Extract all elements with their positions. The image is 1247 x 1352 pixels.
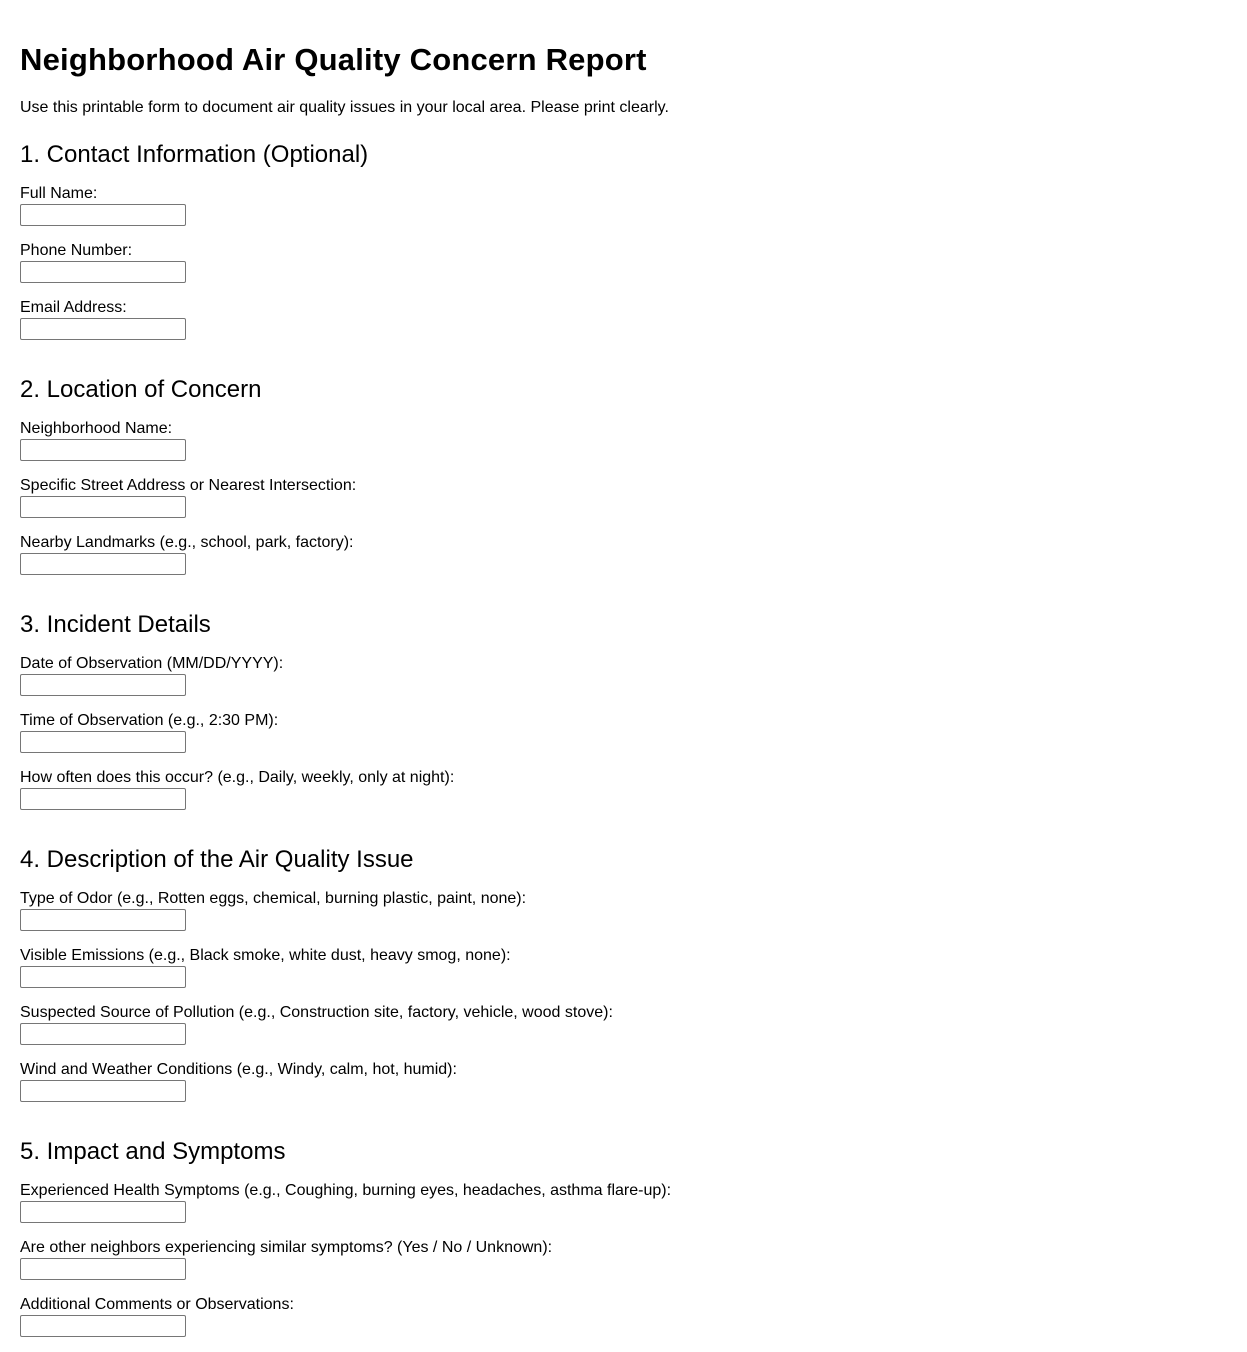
phone-number-label: Phone Number: xyxy=(20,242,133,259)
section-heading: 2. Location of Concern xyxy=(20,376,262,403)
full-name-input[interactable] xyxy=(20,204,186,226)
field-neighbors-symptoms xyxy=(20,1238,1227,1295)
field-odor-type xyxy=(20,889,1227,946)
street-address-input[interactable] xyxy=(20,496,186,518)
field-weather-conditions xyxy=(20,1060,1227,1117)
weather-conditions-label: Wind and Weather Conditions (e.g., Windy, calm, hot, humid): xyxy=(20,1061,457,1078)
visible-emissions-label: Visible Emissions (e.g., Black smoke, white dust, heavy smog, none): xyxy=(20,947,511,964)
frequency-input[interactable] xyxy=(20,788,186,810)
neighbors-symptoms-label: Are other neighbors experiencing similar symptoms? (Yes / No / Unknown): xyxy=(20,1239,553,1256)
street-address-label: Specific Street Address or Nearest Intersection: xyxy=(20,477,357,494)
field-time-of-observation xyxy=(20,711,1227,768)
field-nearby-landmarks xyxy=(20,533,1227,590)
section-heading: 3. Incident Details xyxy=(20,611,211,638)
email-address-input[interactable] xyxy=(20,318,186,340)
field-full-name xyxy=(20,184,1227,241)
odor-type-input[interactable] xyxy=(20,909,186,931)
field-suspected-source xyxy=(20,1003,1227,1060)
section-impact-and-symptoms xyxy=(20,1117,1227,1352)
field-date-of-observation xyxy=(20,654,1227,711)
field-health-symptoms xyxy=(20,1181,1227,1238)
field-visible-emissions xyxy=(20,946,1227,1003)
time-of-observation-label: Time of Observation (e.g., 2:30 PM): xyxy=(20,712,279,729)
section-location-of-concern xyxy=(20,355,1227,590)
date-of-observation-label: Date of Observation (MM/DD/YYYY): xyxy=(20,655,284,672)
neighborhood-name-input[interactable] xyxy=(20,439,186,461)
section-incident-details xyxy=(20,590,1227,825)
date-of-observation-input[interactable] xyxy=(20,674,186,696)
report-form xyxy=(20,0,1227,1352)
section-contact-information xyxy=(20,118,1227,355)
additional-comments-label: Additional Comments or Observations: xyxy=(20,1296,294,1313)
suspected-source-label: Suspected Source of Pollution (e.g., Construction site, factory, vehicle, wood stove): xyxy=(20,1004,613,1021)
email-address-label: Email Address: xyxy=(20,299,127,316)
suspected-source-input[interactable] xyxy=(20,1023,186,1045)
field-street-address xyxy=(20,476,1227,533)
time-of-observation-input[interactable] xyxy=(20,731,186,753)
weather-conditions-input[interactable] xyxy=(20,1080,186,1102)
phone-number-input[interactable] xyxy=(20,261,186,283)
intro-text: Use this printable form to document air quality issues in your local area. Please print clearly. xyxy=(20,99,669,116)
field-additional-comments xyxy=(20,1295,1227,1352)
field-neighborhood-name xyxy=(20,419,1227,476)
section-heading: 5. Impact and Symptoms xyxy=(20,1138,286,1165)
neighbors-symptoms-input[interactable] xyxy=(20,1258,186,1280)
visible-emissions-input[interactable] xyxy=(20,966,186,988)
section-heading: 1. Contact Information (Optional) xyxy=(20,141,369,168)
nearby-landmarks-input[interactable] xyxy=(20,553,186,575)
health-symptoms-label: Experienced Health Symptoms (e.g., Coughing, burning eyes, headaches, asthma flare-up): xyxy=(20,1182,672,1199)
section-issue-description xyxy=(20,825,1227,1117)
field-frequency xyxy=(20,768,1227,825)
nearby-landmarks-label: Nearby Landmarks (e.g., school, park, factory): xyxy=(20,534,354,551)
page-title: Neighborhood Air Quality Concern Report xyxy=(20,42,647,77)
field-phone-number xyxy=(20,241,1227,298)
additional-comments-input[interactable] xyxy=(20,1315,186,1337)
section-heading: 4. Description of the Air Quality Issue xyxy=(20,846,414,873)
field-email-address xyxy=(20,298,1227,355)
health-symptoms-input[interactable] xyxy=(20,1201,186,1223)
frequency-label: How often does this occur? (e.g., Daily, weekly, only at night): xyxy=(20,769,455,786)
full-name-label: Full Name: xyxy=(20,185,98,202)
neighborhood-name-label: Neighborhood Name: xyxy=(20,420,173,437)
odor-type-label: Type of Odor (e.g., Rotten eggs, chemical, burning plastic, paint, none): xyxy=(20,890,527,907)
